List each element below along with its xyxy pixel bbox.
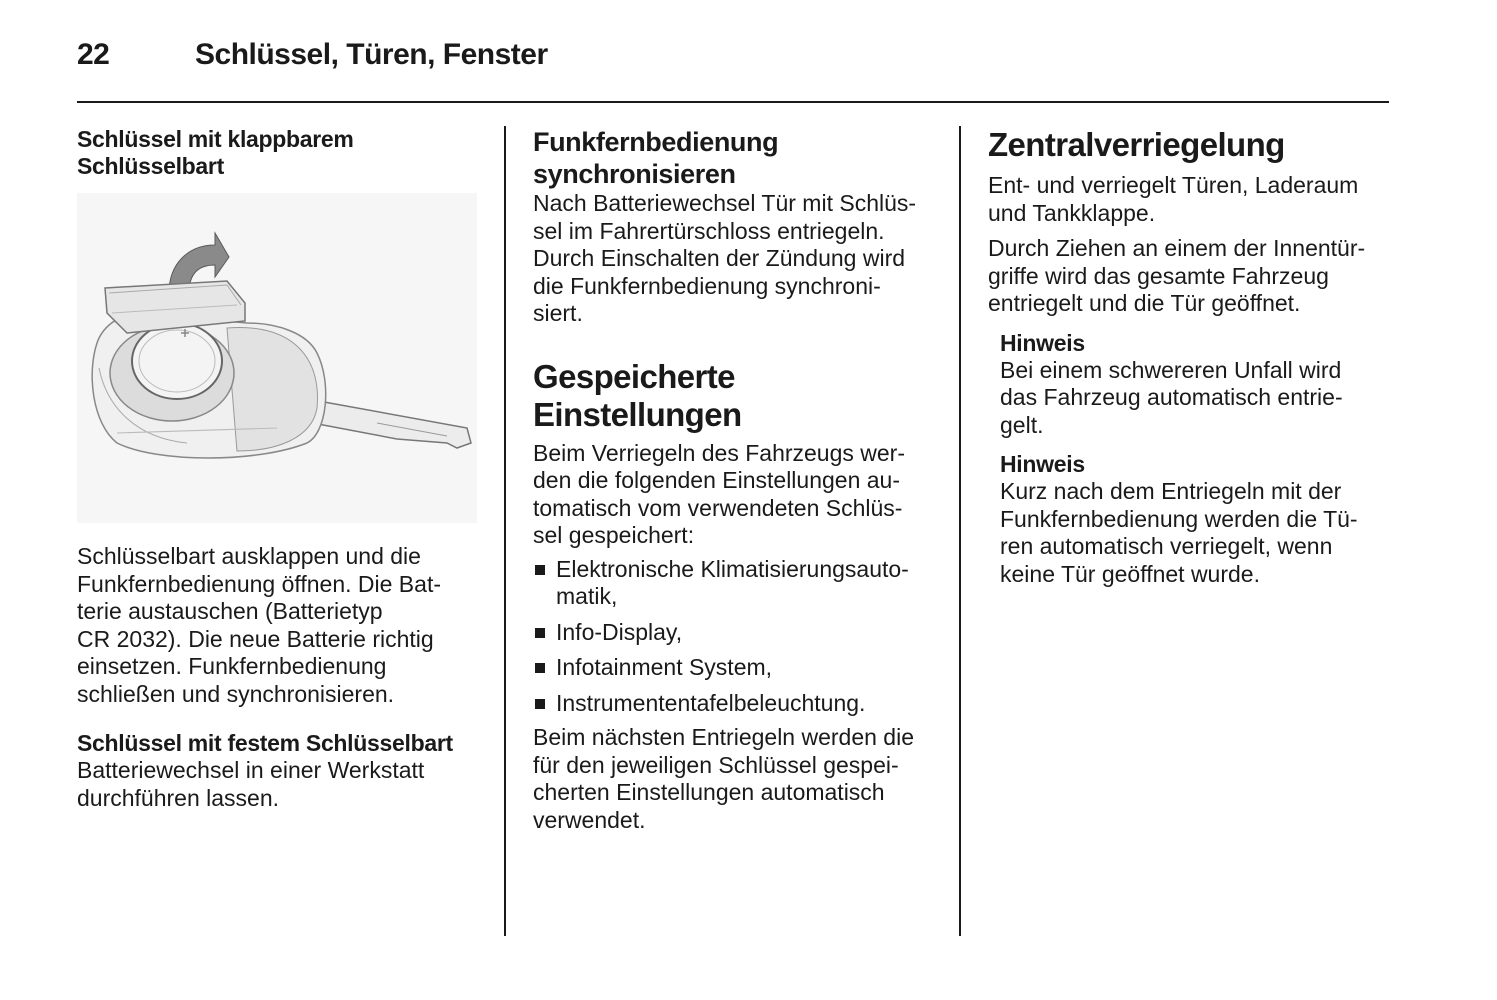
bullet-square-icon (535, 663, 545, 673)
coin-battery-icon (132, 323, 222, 399)
header-rule (77, 101, 1389, 103)
column-2 (533, 126, 943, 834)
bullet-square-icon (535, 628, 545, 638)
section-heading-central-locking: Zentralverriegelung (988, 126, 1285, 163)
saved-settings-intro: Beim Verriegeln des Fahrzeugs wer- den die folgenden Einstellungen au- tomatisch vom verwendeten Schlüs- sel gespeichert: (533, 439, 905, 548)
sync-instructions: Nach Batteriewechsel Tür mit Schlüs- sel im Fahrertürschloss entriegeln. Durch Einschalten der Zündung wird die Funkfernbedienung synchroni- siert. (533, 190, 917, 326)
bullet-square-icon (535, 565, 545, 575)
central-locking-unlock: Durch Ziehen an einem der Innentür- griffe wird das gesamte Fahrzeug entriegelt und die Tür geöffnet. (988, 235, 1366, 316)
note-title: Hinweis (1000, 329, 1085, 356)
column-3 (988, 126, 1393, 588)
saved-settings-outro: Beim nächsten Entriegeln werden die für den jeweiligen Schlüssel gespei- cherten Einstellungen automatisch verwendet. (533, 724, 915, 833)
list-item: Info-Display, (533, 619, 943, 647)
battery-instructions: Schlüsselbart ausklappen und die Funkfernbedienung öffnen. Die Bat- terie austauschen (Batterietyp CR 2032). Die neue Batterie richtig einsetzen. Funkfernbedienung schließen und synchronisieren. (77, 543, 441, 707)
note-title: Hinweis (1000, 451, 1085, 477)
page-title: Schlüssel, Türen, Fenster (195, 38, 548, 71)
key-battery-illustration (77, 193, 477, 523)
section-heading-saved-settings: Gespeicherte Einstellungen (533, 357, 742, 433)
key-blade (302, 398, 471, 448)
central-locking-intro: Ent- und verriegelt Türen, Laderaum und Tankklappe. (988, 172, 1359, 226)
key-illustration-svg (77, 193, 477, 523)
note-text: Kurz nach dem Entriegeln mit der Funkfernbedienung werden die Tü- ren automatisch verriegelt, wenn keine Tür geöffnet wurde. (1000, 478, 1358, 587)
list-item: Elektronische Klimatisierungsauto- matik, (533, 556, 943, 611)
section-heading-fixed-key: Schlüssel mit festem Schlüsselbart (77, 730, 453, 756)
note-text: Bei einem schwereren Unfall wird das Fahrzeug automatisch entrie- gelt. (1000, 356, 1343, 438)
note-accident (1000, 330, 1393, 440)
column-1 (77, 126, 477, 812)
bullet-square-icon (535, 699, 545, 709)
workshop-instructions: Batteriewechsel in einer Werkstatt durchführen lassen. (77, 757, 425, 811)
list-item: Instrumententafelbeleuchtung. (533, 690, 943, 718)
note-auto-relock (1000, 451, 1393, 588)
saved-settings-list (533, 556, 943, 718)
column-divider-1 (504, 126, 506, 936)
page-number: 22 (77, 38, 110, 71)
list-item: Infotainment System, (533, 654, 943, 682)
section-heading-foldable-key: Schlüssel mit klappbarem Schlüsselbart (77, 126, 354, 179)
column-divider-2 (959, 126, 961, 936)
section-heading-sync: Funkfernbedienung synchronisieren (533, 127, 779, 189)
